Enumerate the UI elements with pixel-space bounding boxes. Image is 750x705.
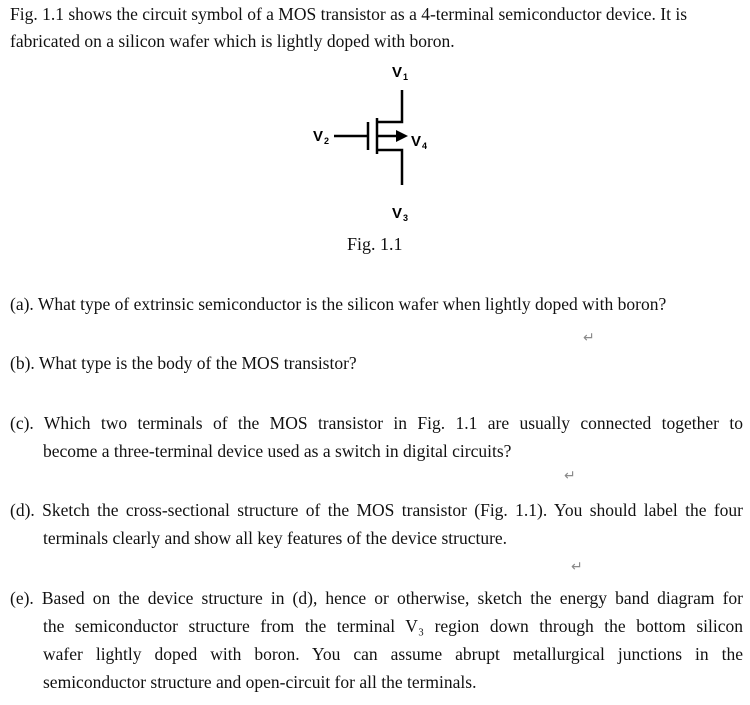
- mos-transistor-symbol: [300, 60, 450, 230]
- paragraph-return-icon: ↵: [583, 330, 595, 346]
- intro-line-2: fabricated on a silicon wafer which is lightly doped with boron.: [10, 31, 455, 51]
- transistor-lines: [334, 90, 402, 185]
- terminal-v3-label: $V_3$: [392, 205, 409, 223]
- drain-lead: [377, 90, 402, 122]
- terminal-v2-label: $V_2$: [313, 128, 330, 146]
- terminal-v1-label: $V_1$: [392, 64, 409, 82]
- intro-line-1: Fig. 1.1 shows the circuit symbol of a MOS transistor as a 4-terminal semiconductor device. It is: [10, 4, 688, 24]
- figure-caption: Fig. 1.1: [347, 234, 403, 254]
- source-lead: [377, 150, 402, 185]
- question-e-line-4: semiconductor structure and open-circuit for all the terminals.: [43, 672, 477, 692]
- terminal-v4-label: $V_4$: [411, 133, 428, 151]
- paragraph-return-icon: ↵: [571, 559, 583, 575]
- question-e-line-3: wafer lightly doped with boron. You can assume abrupt metallurgical junctions in the: [43, 644, 743, 664]
- question-c-line-2: become a three-terminal device used as a switch in digital circuits?: [43, 441, 512, 461]
- question-e-line-1: (e). Based on the device structure in (d), hence or otherwise, sketch the energy band diagram for: [10, 588, 743, 608]
- question-a: (a). What type of extrinsic semiconductor is the silicon wafer when lightly doped with boron?: [10, 294, 667, 314]
- question-d-line-2: terminals clearly and show all key features of the device structure.: [43, 528, 508, 548]
- paragraph-return-icon: ↵: [564, 468, 576, 484]
- body-arrow-icon: [396, 130, 408, 142]
- question-d-line-1: (d). Sketch the cross-sectional structure of the MOS transistor (Fig. 1.1). You should label the four: [10, 500, 743, 520]
- question-e-line-2: the semiconductor structure from the terminal V₃ region down through the bottom silicon: [43, 616, 743, 636]
- question-b: (b). What type is the body of the MOS transistor?: [10, 353, 357, 373]
- question-c-line-1: (c). Which two terminals of the MOS transistor in Fig. 1.1 are usually connected together to: [10, 413, 743, 433]
